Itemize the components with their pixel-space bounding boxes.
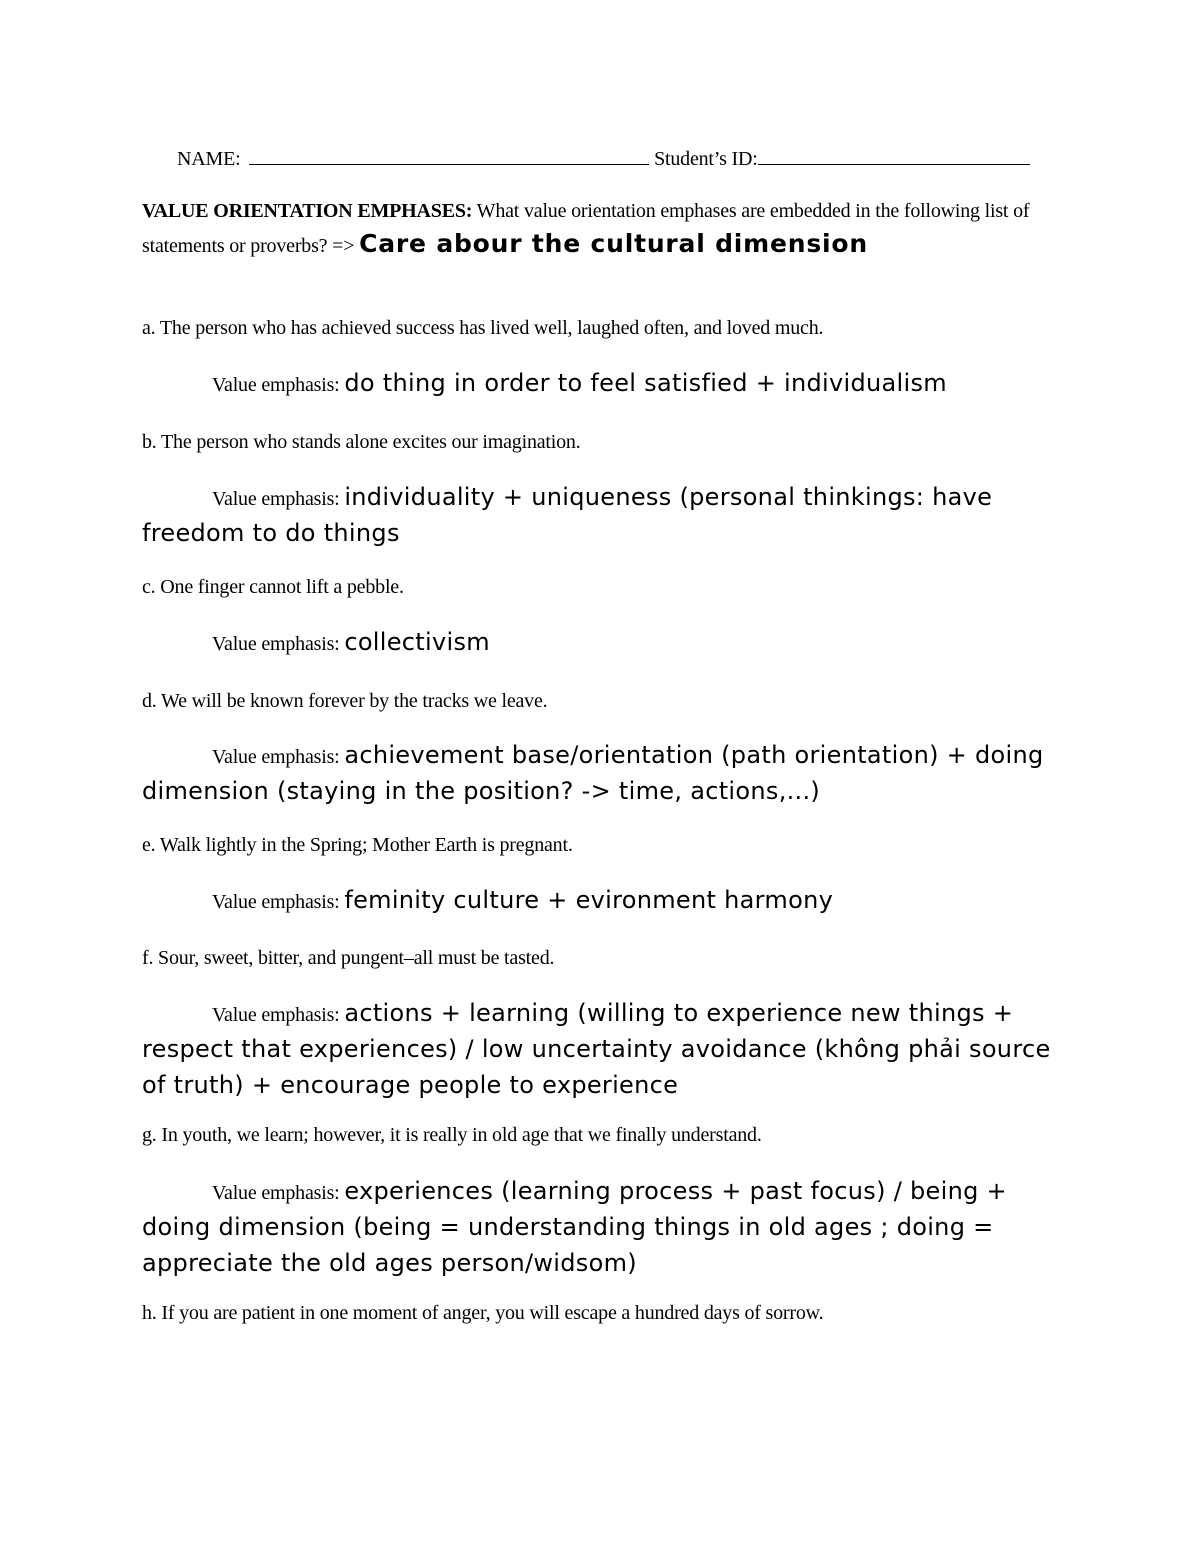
statement-d: d. We will be known forever by the tracks we leave. — [142, 690, 548, 712]
header-line — [177, 144, 1067, 172]
answer-b — [142, 481, 1062, 553]
answer-g — [142, 1175, 1062, 1283]
answer-text: collectivism — [344, 628, 490, 656]
intro-answer: Care abour the cultural dimension — [359, 229, 868, 258]
statement-a: a. The person who has achieved success has lived well, laughed often, and loved much. — [142, 317, 824, 339]
section-heading: VALUE ORIENTATION EMPHASES: — [142, 200, 473, 222]
statement-f: f. Sour, sweet, bitter, and pungent–all must be tasted. — [142, 947, 555, 969]
statement-h: h. If you are patient in one moment of anger, you will escape a hundred days of sorrow. — [142, 1302, 824, 1324]
value-label: Value emphasis: — [212, 891, 345, 913]
statement-g: g. In youth, we learn; however, it is really in old age that we finally understand. — [142, 1124, 762, 1146]
value-label: Value emphasis: — [212, 746, 345, 768]
value-label: Value emphasis: — [212, 488, 345, 510]
answer-text: do thing in order to feel satisfied + individualism — [344, 369, 947, 397]
question-text: What value orientation emphases are embedded in the following list of statements or proverbs? => — [142, 200, 1030, 257]
answer-text: achievement base/orientation (path orientation) + doing dimension (staying in the position? -> time, actions,...) — [142, 741, 1044, 805]
answer-e — [142, 884, 1062, 920]
student-id-field[interactable] — [758, 144, 1030, 165]
name-label: NAME: — [177, 148, 241, 170]
answer-a — [142, 367, 1062, 403]
statement-c: c. One finger cannot lift a pebble. — [142, 576, 404, 598]
answer-f — [142, 997, 1062, 1105]
statement-b: b. The person who stands alone excites our imagination. — [142, 431, 581, 453]
answer-c — [142, 626, 1062, 662]
answer-d — [142, 739, 1062, 811]
answer-text: feminity culture + evironment harmony — [344, 886, 834, 914]
statement-e: e. Walk lightly in the Spring; Mother Earth is pregnant. — [142, 834, 573, 856]
value-label: Value emphasis: — [212, 1182, 345, 1204]
name-field[interactable] — [249, 144, 649, 165]
answer-text: individuality + uniqueness (personal thinkings: have freedom to do things — [142, 483, 993, 547]
answer-text: actions + learning (willing to experience new things + respect that experiences) / low uncertainty avoidance (không phải source of truth) + encourage people to experience — [142, 999, 1051, 1099]
student-id-label: Student’s ID: — [654, 148, 758, 170]
answer-text: experiences (learning process + past focus) / being + doing dimension (being = understanding things in old ages ; doing = appreciate the old ages person/widsom) — [142, 1177, 1007, 1277]
value-label: Value emphasis: — [212, 1004, 345, 1026]
instructions — [142, 196, 1062, 263]
value-label: Value emphasis: — [212, 633, 345, 655]
value-label: Value emphasis: — [212, 374, 345, 396]
